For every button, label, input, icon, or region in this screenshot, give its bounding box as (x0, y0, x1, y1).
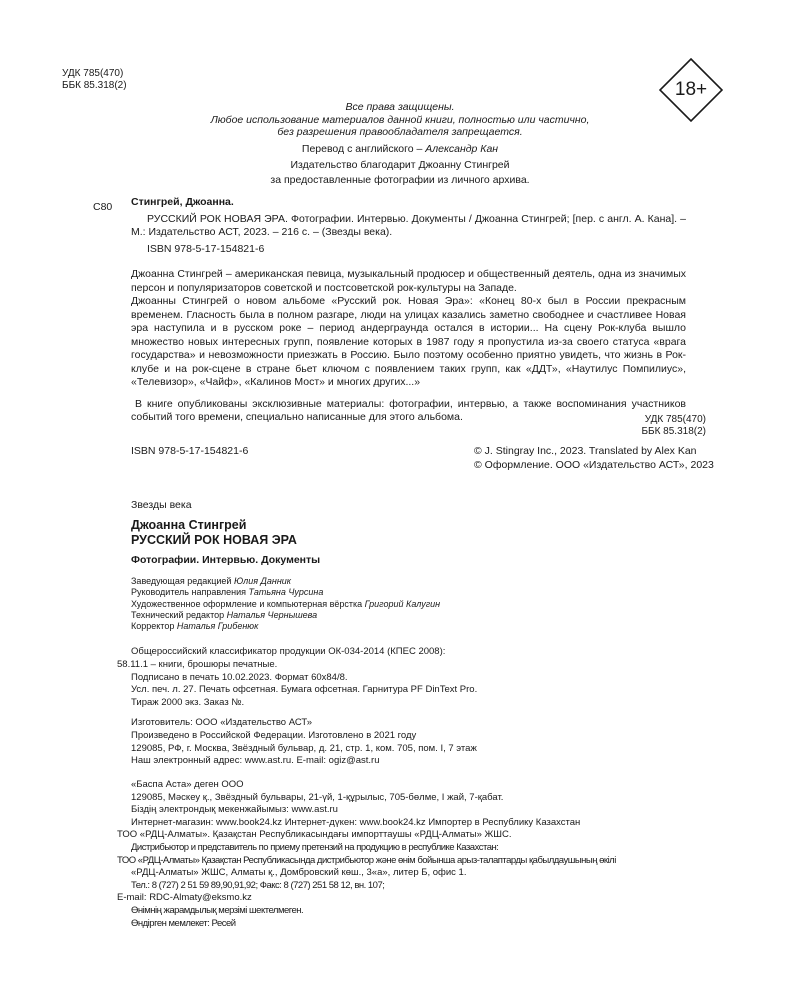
copyright-block (474, 445, 714, 472)
staff-role: Заведующая редакцией (131, 576, 234, 586)
author-mark-code: С80 (93, 201, 113, 213)
kz-line: ТОО «РДЦ-Алматы». Қазақстан Республикасындағы импорттаушы «РДЦ-Алматы» ЖШС. (117, 829, 512, 841)
abstract-paragraph: Джоанны Стингрей о новом альбоме «Русский рок. Новая Эра»: «Конец 80-х был в России прекрасным временем. Гласность была в полном разгаре, люди на улицах казались заметно свободнее и счастливее Новая эра наступила и в русском роке – период андерграунда остался в истории... На сцену Рок-клуба вышло множество новых интересных групп, появление которых в 1987 году я пропустила из-за своего статуса «врага государства» и невозможности приезжать в Россию. Было поэтому особенно приятно увидеть, что жизнь в Рок-клубе и на рок-сцене в стране бьет ключом с появлением таких групп, как «ДДТ», «Наутилус Помпилиус», «Телевизор», «Чайф», «Калинов Мост» и многих других...» (131, 295, 686, 388)
kz-line: Дистрибьютор и представитель по приему претензий на продукцию в республике Казахстан: (131, 841, 499, 853)
udk-line: УДК 785(470) (644, 414, 706, 425)
staff-name: Наталья Грибенюк (176, 621, 259, 632)
age-rating-text: 18+ (674, 79, 708, 100)
biblio-description: РУССКИЙ РОК НОВАЯ ЭРА. Фотографии. Интервью. Документы / Джоанна Стингрей; [пер. с англ. А. Кана]. – М.: Издательство АСТ, 2023. – 216 с. – (Звезды века). (131, 212, 686, 238)
rights-line: Любое использование материалов данной книги, полностью или частично, (210, 113, 590, 126)
staff-line (131, 610, 440, 621)
bbk-line: ББК 85.318(2) (641, 426, 706, 437)
kz-line: «РДЦ-Алматы» ЖШС, Алматы қ., Домбровский көш., 3«а», литер Б, офис 1. (131, 867, 467, 879)
book-author: Джоанна Стингрей (131, 518, 247, 532)
kz-line: E-mail: RDC-Almaty@eksmo.kz (117, 892, 252, 904)
staff-name: Наталья Чернышева (226, 609, 318, 620)
kz-line: ТОО «РДЦ-Алматы» Қазақстан Республикасында дистрибьютор және өнім бойынша арыз-талаптарды қабылдаушының өкілі (117, 854, 616, 866)
staff-name: Юлия Данник (233, 576, 292, 586)
kz-line: 129085, Мәскеу қ., Звёздный бульвары, 21-үй, 1-құрылыс, 705-бөлме, I жай, 7-қабат. (131, 791, 504, 803)
manufacturer-line: 129085, РФ, г. Москва, Звёздный бульвар, д. 21, стр. 1, ком. 705, пом. I, 7 этаж (131, 742, 477, 754)
staff-name: Григорий Калугин (364, 598, 441, 609)
abstract-paragraph: В книге опубликованы эксклюзивные материалы: фотографии, интервью, а также воспоминания участников событий того времени, специально написанные для этого альбома. (131, 397, 686, 423)
staff-line (131, 587, 440, 598)
bbk-line: ББК 85.318(2) (62, 80, 127, 91)
isbn: ISBN 978-5-17-154821-6 (131, 445, 249, 457)
editorial-staff (131, 576, 440, 632)
classification-line: 58.11.1 – книги, брошюры печатные. (117, 658, 278, 670)
abstract (131, 268, 686, 425)
copyright-line: © Оформление. ООО «Издательство АСТ», 2023 (474, 458, 714, 471)
staff-line (131, 621, 440, 632)
manufacturer-line: Наш электронный адрес: www.ast.ru. E-mail: ogiz@ast.ru (131, 755, 380, 767)
translation-prefix: Перевод с английского – (301, 143, 426, 155)
series-name: Звезды века (131, 499, 192, 511)
thanks-line: Издательство благодарит Джоанну Стингрей (290, 158, 510, 171)
staff-role: Руководитель направления (131, 587, 249, 598)
book-title: РУССКИЙ РОК НОВАЯ ЭРА (131, 533, 297, 547)
print-info-line: Тираж 2000 экз. Заказ №. (131, 697, 245, 709)
staff-role: Художественное оформление и компьютерная вёрстка (131, 598, 365, 609)
kz-line: «Баспа Аста» деген ООО (131, 779, 244, 790)
bibliographic-record (131, 196, 686, 259)
manufacturer-line: Изготовитель: ООО «Издательство АСТ» (131, 717, 313, 728)
print-info-line: Усл. печ. л. 27. Печать офсетная. Бумага офсетная. Гарнитура PF DinText Pro. (131, 684, 478, 696)
copyright-line: © J. Stingray Inc., 2023. Translated by Alex Kan (474, 445, 697, 457)
kz-line: Өнімнің жарамдылық мерзімі шектелмеген. (131, 904, 304, 916)
classification-line: Общероссийский классификатор продукции ОК-034-2014 (КПЕС 2008): (131, 646, 446, 657)
kz-line: Өндірген мемлекет: Ресей (131, 917, 236, 929)
abstract-paragraph: Джоанна Стингрей – американская певица, музыкальный продюсер и общественный деятель, одна из значимых персон и популяризаторов советской и постсоветской рок-культуры на Западе. (131, 268, 686, 294)
udk-bbk-top (62, 68, 127, 92)
udk-line: УДК 785(470) (62, 68, 124, 79)
biblio-isbn: ISBN 978-5-17-154821-6 (147, 242, 265, 255)
translation-credit (160, 142, 640, 158)
biblio-author-heading: Стингрей, Джоанна. (131, 196, 234, 208)
translator-name: Александр Кан (425, 143, 499, 155)
staff-line (131, 576, 440, 587)
classification-block (117, 646, 477, 710)
kazakhstan-info-block (117, 779, 616, 930)
kz-line: Интернет-магазин: www.book24.kz Интернет-дүкен: www.book24.kz Импортер в Республику Казахстан (131, 816, 581, 828)
manufacturer-line: Произведено в Российской Федерации. Изготовлено в 2021 году (131, 729, 417, 741)
kz-line: Біздің электрондық мекенжайымыз: www.ast.ru (131, 804, 338, 816)
staff-role: Технический редактор (131, 609, 227, 620)
staff-name: Татьяна Чурсина (248, 587, 324, 598)
rights-line: без разрешения правообладателя запрещается. (277, 126, 523, 138)
rights-notice (160, 101, 640, 139)
manufacturer-block (131, 717, 477, 768)
staff-line (131, 599, 440, 610)
udk-bbk-bottom (560, 414, 706, 438)
thanks-line: за предоставленные фотографии из личного архива. (270, 174, 530, 186)
credits-block (160, 142, 640, 189)
print-info-line: Подписано в печать 10.02.2023. Формат 60х84/8. (131, 671, 348, 683)
age-rating-badge (659, 58, 723, 122)
book-subtitle: Фотографии. Интервью. Документы (131, 554, 321, 566)
staff-role: Корректор (131, 621, 177, 632)
rights-line: Все права защищены. (345, 101, 455, 113)
kz-line: Тел.: 8 (727) 2 51 59 89,90,91,92; Факс: 8 (727) 251 58 12, вн. 107; (131, 879, 385, 891)
